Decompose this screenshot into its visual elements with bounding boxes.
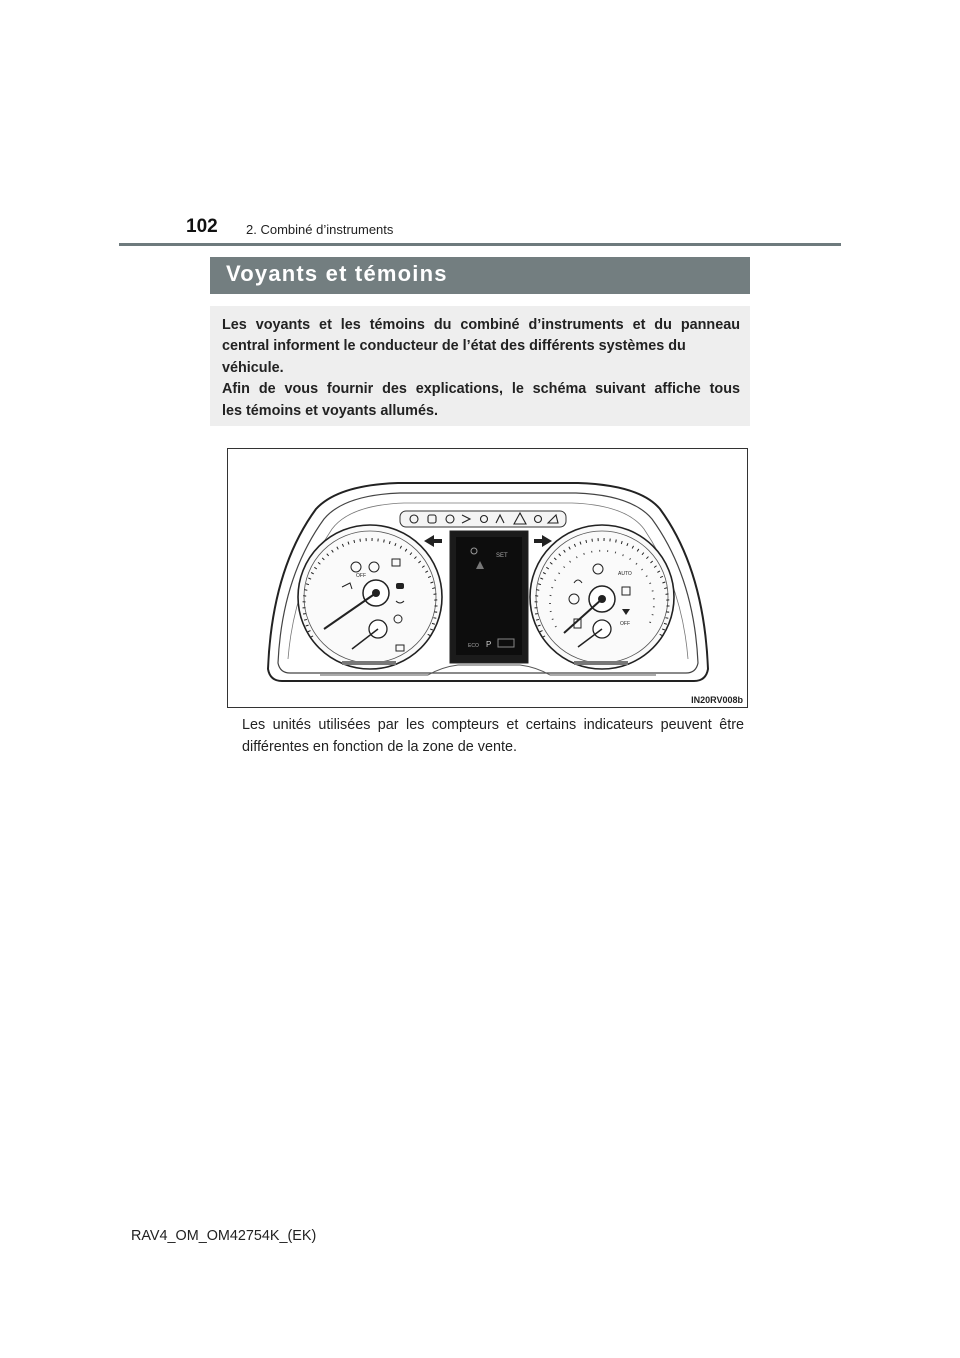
instrument-cluster-illustration bbox=[228, 449, 747, 707]
intro-line: Afin de vous fournir des explications, le schéma suivant affiche tous bbox=[222, 381, 740, 398]
intro-line: les témoins et voyants allumés. bbox=[222, 402, 438, 419]
off-label-left: OFF bbox=[356, 573, 366, 579]
intro-line: Les voyants et les témoins du combiné d’instruments et du panneau bbox=[222, 317, 740, 333]
figure-code: IN20RV008b bbox=[691, 695, 743, 705]
instrument-cluster-figure bbox=[227, 448, 748, 708]
note-line: différentes en fonction de la zone de vente. bbox=[242, 739, 517, 755]
left-gauge-base bbox=[342, 661, 396, 665]
note bbox=[242, 714, 744, 758]
right-gauge-base bbox=[574, 661, 628, 665]
intro-line: véhicule. bbox=[222, 359, 284, 376]
heading-bar bbox=[210, 257, 750, 294]
intro-line: central informent le conducteur de l’état des différents systèmes du bbox=[222, 338, 686, 355]
set-label: SET bbox=[496, 553, 508, 559]
right-turn-arrow-icon bbox=[534, 535, 552, 547]
oil-indicator-icon bbox=[396, 583, 404, 589]
page-heading: Voyants et témoins bbox=[226, 261, 448, 286]
note-line: Les unités utilisées par les compteurs et certains indicateurs peuvent être bbox=[242, 717, 744, 733]
speedometer-gauge bbox=[530, 525, 674, 669]
footer-code: RAV4_OM_OM42754K_(EK) bbox=[131, 1228, 317, 1244]
multi-information-display bbox=[450, 531, 528, 663]
eco-label: ECO bbox=[468, 643, 479, 649]
intro-box bbox=[210, 306, 750, 426]
tachometer-gauge bbox=[298, 525, 442, 669]
page-number: 102 bbox=[186, 216, 218, 237]
section-title: 2. Combiné d’instruments bbox=[246, 222, 394, 237]
off-label-right: OFF bbox=[620, 621, 630, 627]
left-turn-arrow-icon bbox=[424, 535, 442, 547]
header-rule bbox=[119, 243, 841, 246]
gear-position-label: P bbox=[486, 640, 492, 649]
auto-label: AUTO bbox=[618, 571, 632, 577]
